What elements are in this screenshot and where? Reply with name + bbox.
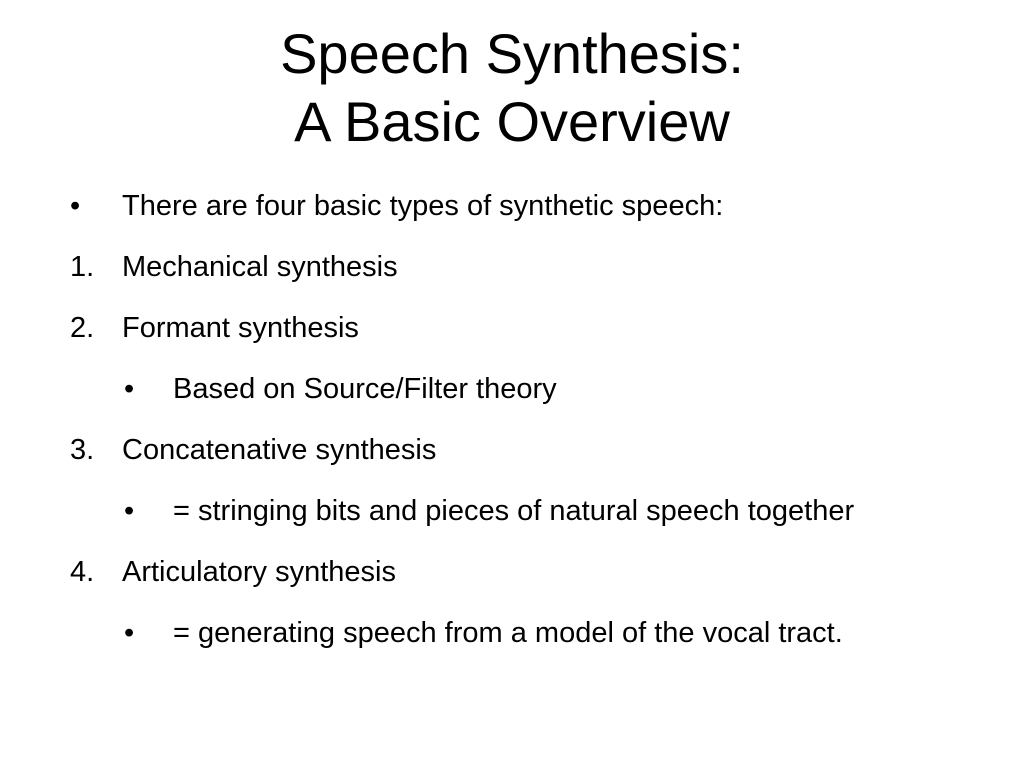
numbered-text: Formant synthesis (122, 312, 359, 344)
bullet-marker: • (124, 617, 135, 649)
bullet-marker: • (124, 495, 135, 527)
numbered-item-4 (0, 552, 1024, 592)
sub-bullet-item (0, 491, 1024, 531)
slide-body (0, 186, 1024, 674)
bullet-item-intro (0, 186, 1024, 226)
numbered-item-3 (0, 430, 1024, 470)
title-line-1: Speech Synthesis: (280, 22, 744, 85)
numbered-item-1 (0, 247, 1024, 287)
bullet-marker: • (70, 190, 81, 222)
sub-bullet-item (0, 613, 1024, 653)
numbered-text: Concatenative synthesis (122, 434, 437, 466)
numbered-item-2 (0, 308, 1024, 348)
sub-bullet-text: Based on Source/Filter theory (173, 373, 557, 405)
number-marker: 3. (70, 434, 95, 466)
numbered-text: Articulatory synthesis (122, 556, 396, 588)
bullet-text: There are four basic types of synthetic speech: (122, 190, 724, 222)
sub-bullet-text: = generating speech from a model of the vocal tract. (173, 617, 843, 649)
bullet-marker: • (124, 373, 135, 405)
number-marker: 2. (70, 312, 95, 344)
title-line-2: A Basic Overview (294, 90, 730, 153)
sub-bullet-text: = stringing bits and pieces of natural speech together (173, 495, 855, 527)
sub-bullet-item (0, 369, 1024, 409)
number-marker: 4. (70, 556, 95, 588)
number-marker: 1. (70, 251, 95, 283)
numbered-text: Mechanical synthesis (122, 251, 398, 283)
slide-title (0, 20, 1024, 156)
